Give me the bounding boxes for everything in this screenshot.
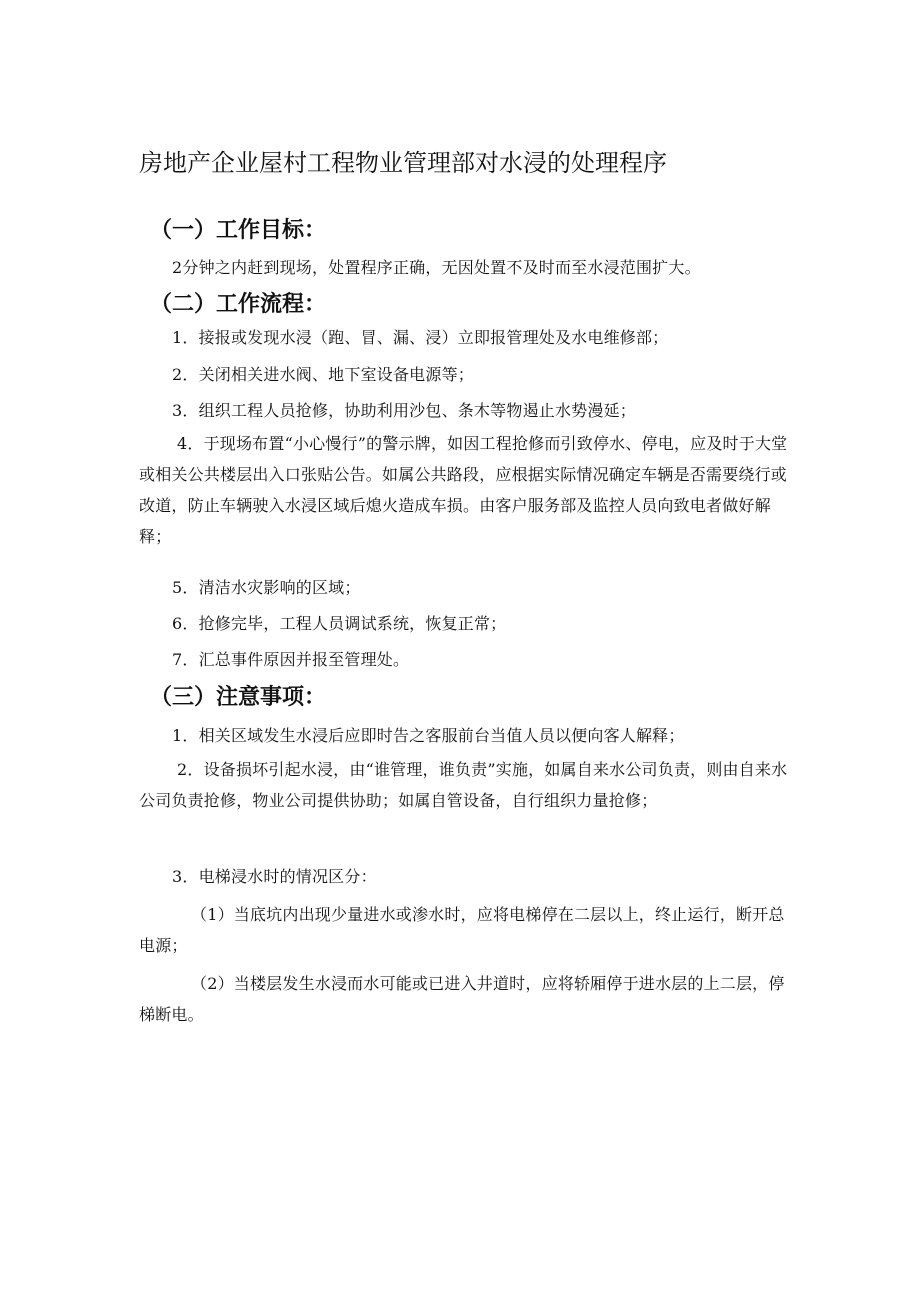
notes-item-3: 3．电梯浸水时的情况区分： <box>172 867 377 886</box>
notes-subitem-1 <box>139 899 789 961</box>
section-heading-notes: （三）注意事项： <box>150 685 327 710</box>
process-item-6: 6．抢修完毕，工程人员调试系统，恢复正常； <box>172 614 507 633</box>
process-item-4 <box>139 428 789 552</box>
process-item-2: 2．关闭相关进水阀、地下室设备电源等； <box>172 365 474 384</box>
notes-item-2 <box>139 754 789 816</box>
process-item-5: 5．清洁水灾影响的区域； <box>172 578 361 597</box>
notes-subitem-1-text: （1）当底坑内出现少量进水或渗水时，应将电梯停在二层以上，终止运行，断开总电源； <box>139 905 785 955</box>
process-item-1: 1．接报或发现水浸（跑、冒、漏、浸）立即报管理处及水电维修部； <box>172 328 669 347</box>
goal-text: 2分钟之内赶到现场，处置程序正确，无因处置不及时而至水浸范围扩大。 <box>172 258 701 277</box>
section-heading-process: （二）工作流程： <box>150 292 327 317</box>
process-item-4-text: 4．于现场布置“小心慢行”的警示牌，如因工程抢修而引致停水、停电，应及时于大堂或相关公共楼层出入口张贴公告。如属公共路段，应根据实际情况确定车辆是否需要绕行或改道，防止车辆驶入水浸区域后熄火造成车损。由客户服务部及监控人员向致电者做好解释； <box>139 434 788 546</box>
notes-item-1: 1．相关区域发生水浸后应即时告之客服前台当值人员以便向客人解释； <box>172 726 685 745</box>
notes-subitem-2-text: （2）当楼层发生水浸而水可能或已进入井道时，应将轿厢停于进水层的上二层，停梯断电。 <box>139 974 785 1024</box>
notes-subitem-2 <box>139 968 789 1030</box>
document-title: 房地产企业屋村工程物业管理部对水浸的处理程序 <box>139 149 667 177</box>
section-heading-goal: （一）工作目标： <box>150 218 327 243</box>
process-item-3: 3．组织工程人员抢修，协助利用沙包、条木等物遏止水势漫延； <box>172 401 636 420</box>
notes-item-2-text: 2．设备损坏引起水浸，由“谁管理，谁负责”实施，如属自来水公司负责，则由自来水公司负责抢修，物业公司提供协助；如属自管设备，自行组织力量抢修； <box>139 760 788 810</box>
process-item-7: 7．汇总事件原因并报至管理处。 <box>172 650 410 669</box>
